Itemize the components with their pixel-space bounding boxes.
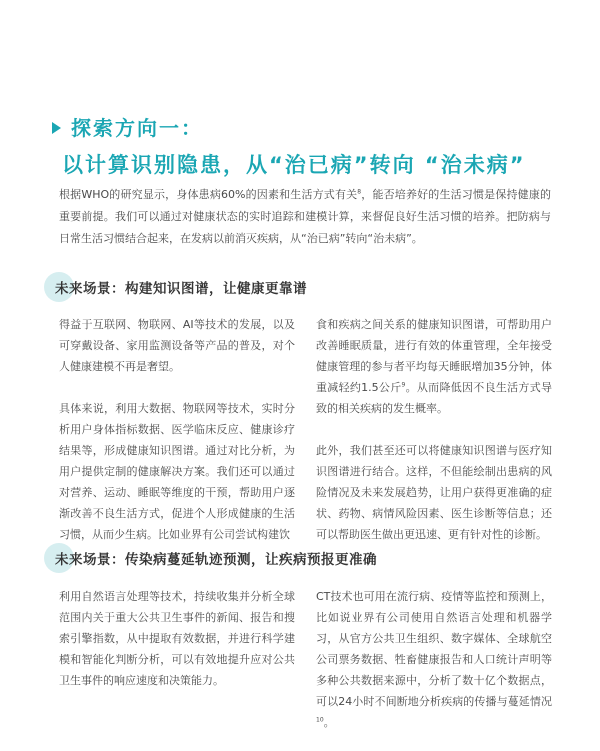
section-heading bbox=[52, 115, 572, 179]
scene1-right-column bbox=[316, 314, 552, 545]
paragraph: 食和疾病之间关系的健康知识图谱，可帮助用户改善睡眠质量，进行有效的体重管理，全年接受健康管理的参与者平均每天睡眠增加35分钟，体重减轻约1.5公斤$^9$。从而降低因不良生活方式导致的相关疾病的发生概率。 bbox=[316, 318, 552, 415]
scene-heading-epidemic bbox=[44, 543, 464, 573]
section-title: 以计算识别隐患，从“治已病”转向 “治未病” bbox=[62, 153, 526, 177]
footnote-ref: 8 bbox=[357, 188, 362, 196]
paragraph: 得益于互联网、物联网、AI等技术的发展，以及可穿戴设备、家用监测设备等产品的普及，对个人健康建模不再是奢望。 bbox=[59, 318, 295, 373]
scene1-left-column bbox=[59, 314, 295, 545]
paragraph: 具体来说，利用大数据、物联网等技术，实时分析用户身体指标数据、医学临床反应、健康诊疗结果等，形成健康知识图谱。通过对比分析，为用户提供定制的健康解决方案。我们还可以通过对营养、运动、睡眠等维度的干预，帮助用户逐渐改善不良生活方式，促进个人形成健康的生活习惯，从而少生病。比如业界有公司尝试构建饮 bbox=[59, 402, 295, 541]
scene-heading-knowledge-graph bbox=[44, 272, 464, 302]
paragraph: 利用自然语言处理等技术，持续收集并分析全球范围内关于重大公共卫生事件的新闻、报告和搜索引擎指数，从中提取有效数据，并进行科学建模和智能化判断分析，可以有效地提升应对公共卫生事件的响应速度和决策能力。 bbox=[59, 590, 295, 687]
section-label: 探索方向一： bbox=[71, 116, 203, 140]
footnote-ref: 9 bbox=[401, 381, 406, 389]
paragraph: 此外，我们甚至还可以将健康知识图谱与医疗知识图谱进行结合。这样，不但能绘制出患病的风险情况及未来发展趋势，让用户获得更准确的症状、药物、病情风险因素、医生诊断等信息；还可以帮助医生做出更迅速、更有针对性的诊断。 bbox=[316, 444, 552, 541]
footnote-ref: 10 bbox=[316, 716, 324, 724]
scene-title: 未来场景：构建知识图谱，让健康更靠谱 bbox=[55, 281, 307, 297]
paragraph: CT技术也可用在流行病、疫情等监控和预测上，比如说业界有公司使用自然语言处理和机器学习，从官方公共卫生组织、数字媒体、全球航空公司票务数据、牲畜健康报告和人口统计声明等多种公共数据来源中，分析了数十亿个数据点，可以24小时不间断地分析疾病的传播与蔓延情况$^{10}$。 bbox=[316, 590, 552, 729]
scene-title: 未来场景：传染病蔓延轨迹预测，让疾病预报更准确 bbox=[55, 552, 377, 568]
triangle-bullet-icon bbox=[52, 122, 61, 134]
scene2-left-column bbox=[59, 586, 295, 691]
intro-paragraph: 根据WHO的研究显示，身体患病60%的因素和生活方式有关$^8$，能否培养好的生活习惯是保持健康的重要前提。我们可以通过对健康状态的实时追踪和建模计算，来督促良好生活习惯的培养。把防病与日常生活习惯结合起来，在发病以前消灭疾病，从“治已病”转向“治未病”。 bbox=[59, 188, 551, 245]
scene2-right-column bbox=[316, 586, 552, 733]
